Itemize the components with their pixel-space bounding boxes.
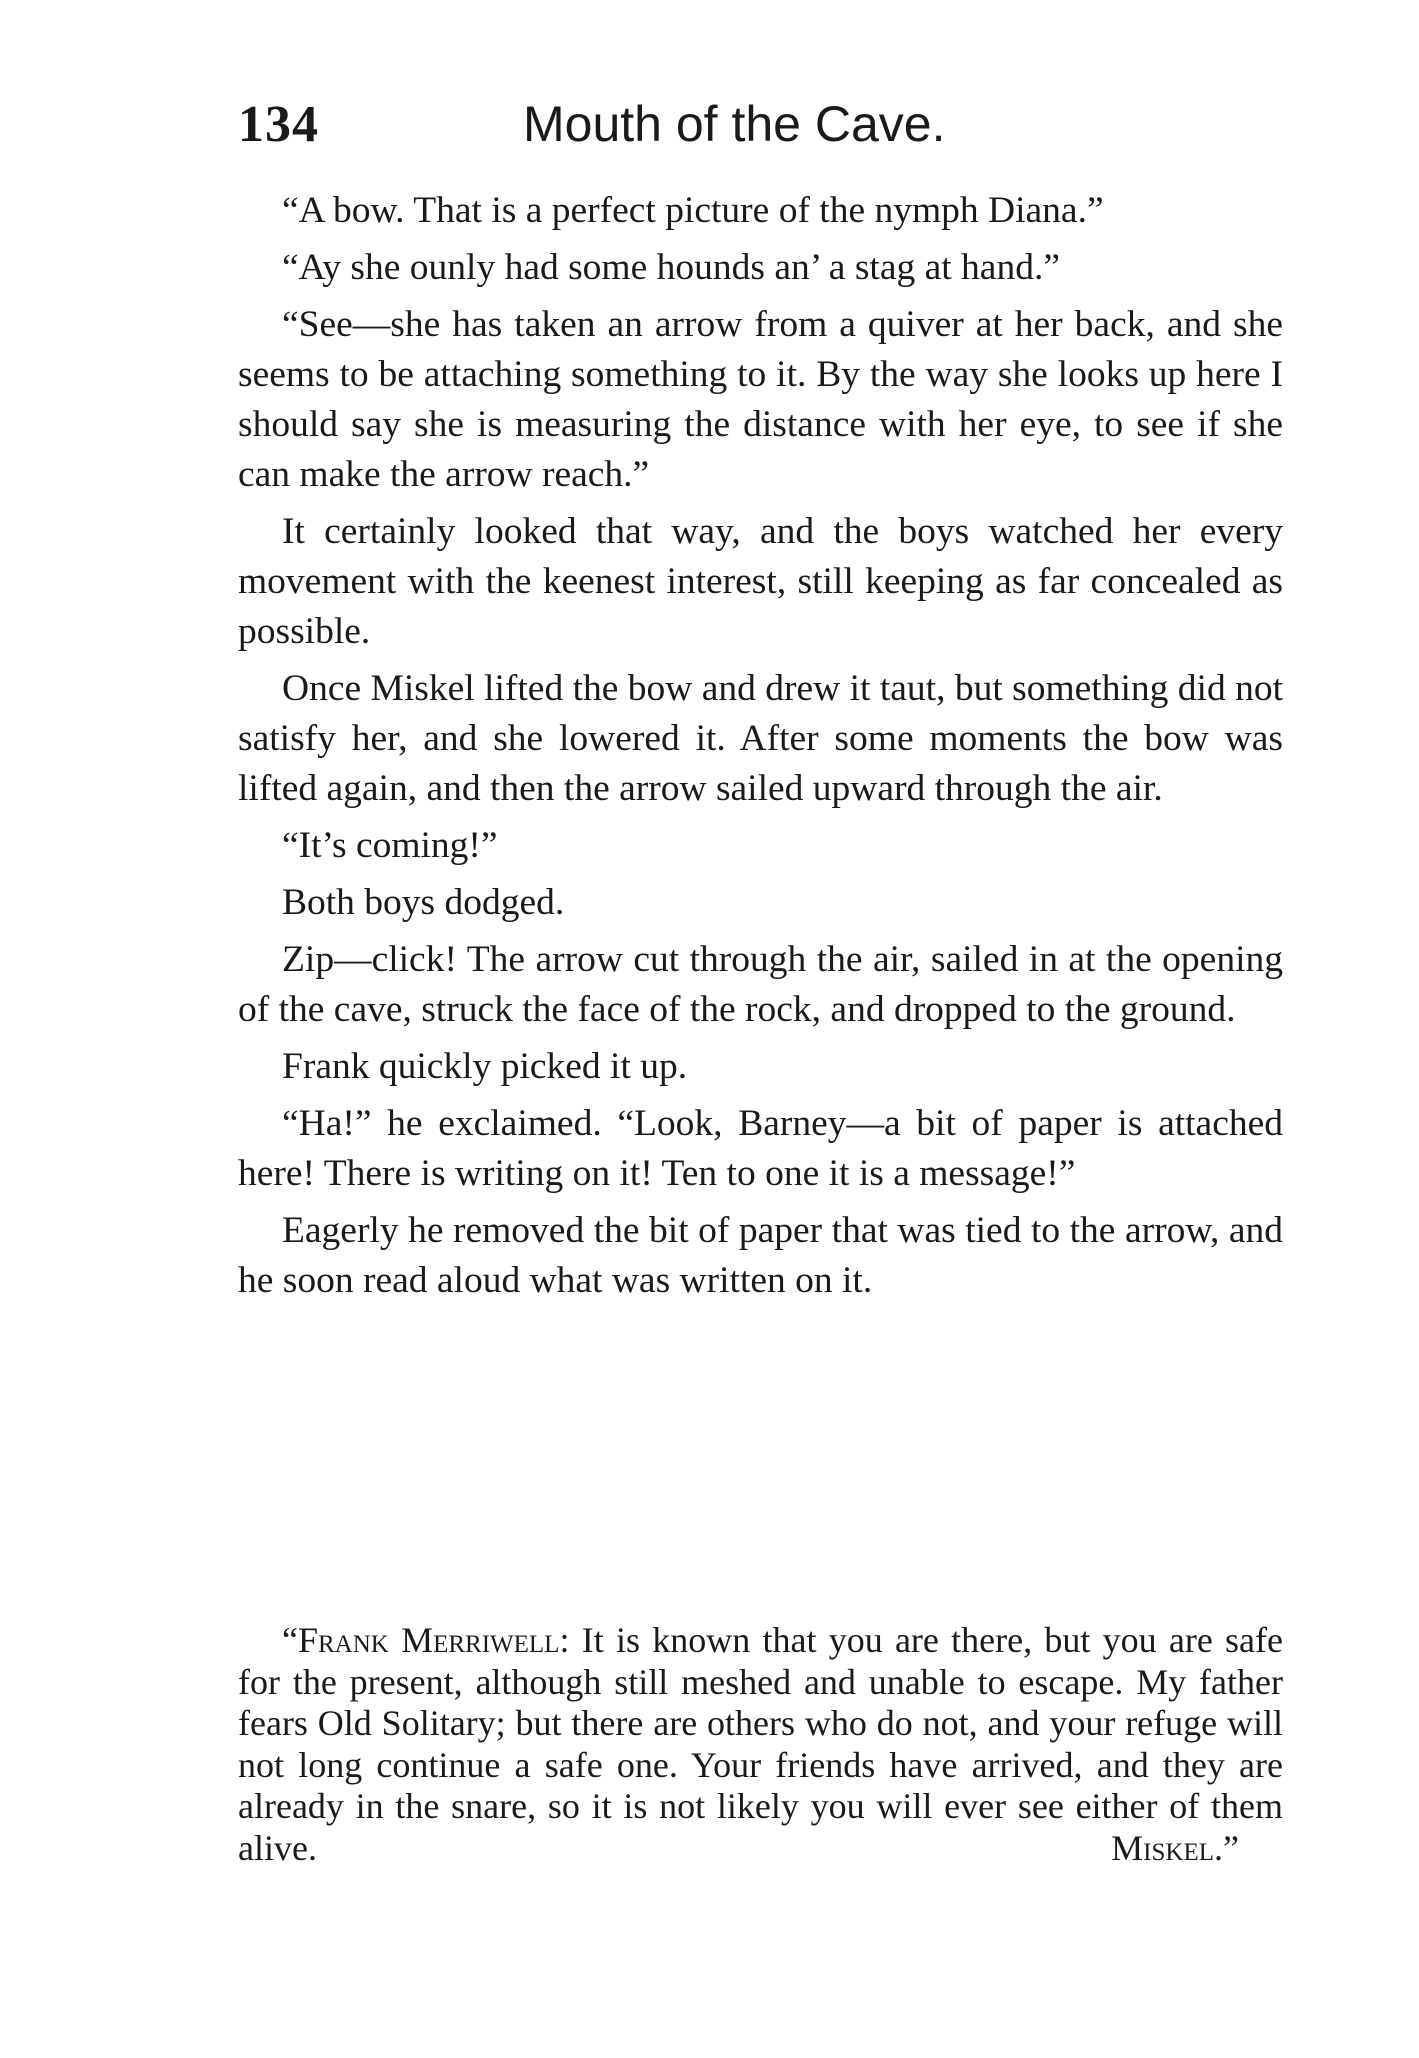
letter-addressee: “Frank Merriwell: — [282, 1620, 570, 1660]
paragraph: It certainly looked that way, and the boys watched her every movement with the keenest interest, still keeping as far concealed as possible. — [238, 511, 1283, 652]
page-header — [238, 95, 1283, 165]
book-page — [238, 0, 1283, 2058]
letter-text: It is known that you are there, but you are safe for the present, although still meshed and unable to escape. My father fears Old Solitary; but there are others who do not, and your refuge will not long continue a safe one. Your friends have arrived, and they are already in the snare, so it is not likely you will ever see either of them alive. — [238, 1620, 1283, 1868]
running-head-title: Mouth of the Cave. — [523, 96, 946, 152]
paragraph: Frank quickly picked it up. — [282, 1046, 688, 1087]
paragraph: Once Miskel lifted the bow and drew it taut, but something did not satisfy her, and she lowered it. After some moments the bow was lifted again, and then the arrow sailed upward through the air. — [238, 668, 1283, 809]
paragraph: Eagerly he removed the bit of paper that was tied to the arrow, and he soon read aloud what was written on it. — [238, 1210, 1283, 1301]
paragraph: “See—she has taken an arrow from a quiver at her back, and she seems to be attaching something to it. By the way she looks up here I should say she is measuring the distance with her eye, to see if she can make the arrow reach.” — [238, 304, 1283, 495]
paragraph: Zip—click! The arrow cut through the air, sailed in at the opening of the cave, struck the face of the rock, and dropped to the ground. — [238, 939, 1283, 1030]
paragraph: Both boys dodged. — [282, 882, 565, 923]
paragraph: “A bow. That is a perfect picture of the nymph Diana.” — [282, 190, 1104, 231]
body-text — [238, 186, 1283, 1313]
letter-signature: Miskel.” — [1111, 1827, 1239, 1868]
paragraph: “Ha!” he exclaimed. “Look, Barney—a bit of paper is attached here! There is writing on it! Ten to one it is a message!” — [238, 1103, 1283, 1194]
paragraph: “Ay she ounly had some hounds an’ a stag at hand.” — [282, 247, 1060, 288]
letter-block — [238, 1620, 1283, 1869]
page-number: 134 — [238, 96, 319, 153]
paragraph: “It’s coming!” — [282, 825, 498, 866]
